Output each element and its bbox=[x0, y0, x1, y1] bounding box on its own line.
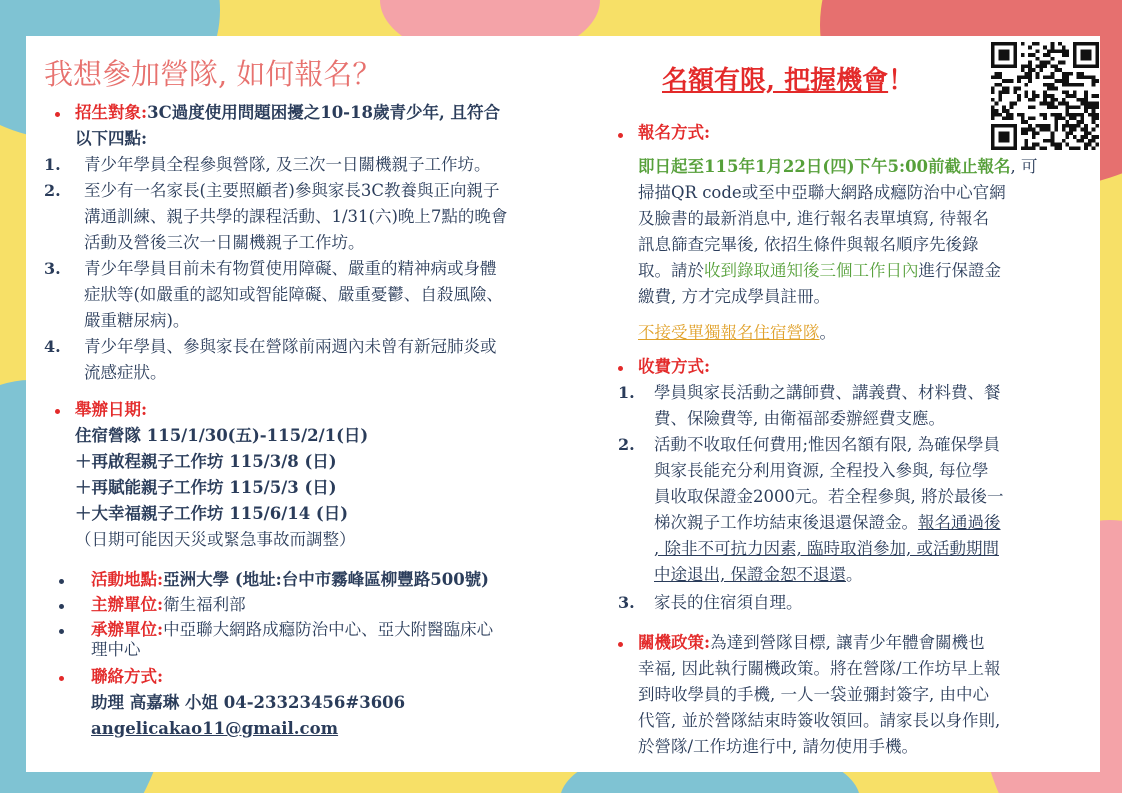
contact-label: 聯絡方式: bbox=[91, 667, 164, 686]
policy-line-2: 幸福, 因此執行關機政策。將在營隊/工作坊早上報 bbox=[638, 659, 1001, 678]
recruit-line-2: 以下四點: bbox=[75, 129, 148, 148]
contact-person: 助理 高嘉琳 小姐 04-23323456#3606 bbox=[91, 693, 406, 712]
policy-line-1: 關機政策:為達到營隊目標, 讓青少年體會關機也 bbox=[638, 633, 985, 652]
criteria-4-line-2: 流感症狀。 bbox=[84, 363, 167, 382]
fee-item-1-line-1: 學員與家長活動之講師費、講義費、材料費、餐 bbox=[654, 383, 1001, 402]
date-line-4: ＋大幸福親子工作坊 115/6/14 (日) bbox=[75, 504, 349, 523]
bullet bbox=[59, 604, 64, 609]
fee-item-number: 1. bbox=[618, 383, 635, 402]
contact-email-link[interactable]: angelicakao11@gmail.com bbox=[91, 719, 339, 738]
bullet bbox=[59, 629, 64, 634]
register-line-2: 掃描QR code或至中亞聯大網路成癮防治中心官網 bbox=[638, 183, 1006, 202]
fee-item-2-line-5: , 除非不可抗力因素, 臨時取消參加, 或活動期間 bbox=[654, 539, 999, 558]
register-label: 報名方式: bbox=[638, 123, 711, 142]
info-card bbox=[26, 36, 1100, 772]
bullet bbox=[618, 133, 623, 138]
host-line: 承辦單位:中亞聯大網路成癮防治中心、亞大附醫臨床心 bbox=[91, 620, 494, 639]
qr-code-icon[interactable] bbox=[990, 42, 1100, 150]
date-line-3: ＋再賦能親子工作坊 115/5/3 (日) bbox=[75, 478, 337, 497]
organizer-line: 主辦單位:衛生福利部 bbox=[91, 595, 246, 614]
criteria-3-line-1: 青少年學員目前未有物質使用障礙、嚴重的精神病或身體 bbox=[84, 259, 497, 278]
register-line-5: 取。請於收到錄取通知後三個工作日內進行保證金 bbox=[638, 261, 1001, 280]
criteria-2-line-2: 溝通訓練、親子共學的課程活動、1/31(六)晚上7點的晚會 bbox=[84, 207, 508, 226]
fees-label: 收費方式: bbox=[638, 357, 711, 376]
fee-item-1-line-2: 費、保險費等, 由衛福部委辦經費支應。 bbox=[654, 409, 945, 428]
bullet bbox=[618, 366, 623, 371]
criteria-2-line-3: 活動及營後三次一日關機親子工作坊。 bbox=[84, 233, 365, 252]
host-line-2: 理中心 bbox=[91, 640, 141, 659]
policy-line-3: 到時收學員的手機, 一人一袋並彌封簽字, 由中心 bbox=[638, 685, 989, 704]
criteria-number: 4. bbox=[44, 337, 61, 356]
register-line-4: 訊息篩查完畢後, 依招生條件與報名順序先後錄 bbox=[638, 235, 979, 254]
register-line-6: 繳費, 方才完成學員註冊。 bbox=[638, 287, 830, 306]
fee-item-number: 2. bbox=[618, 435, 635, 454]
criteria-3-line-2: 症狀等(如嚴重的認知或智能障礙、嚴重憂鬱、自殺風險、 bbox=[84, 285, 503, 304]
policy-line-4: 代管, 並於營隊結束時簽收領回。請家長以身作則, bbox=[638, 711, 1001, 730]
date-line-5: （日期可能因天災或緊急事故而調整） bbox=[75, 530, 356, 549]
fee-item-3: 家長的住宿須自理。 bbox=[654, 593, 803, 612]
limited-seats-heading: 名額有限, 把握機會！ bbox=[662, 66, 915, 96]
bullet bbox=[59, 676, 64, 681]
criteria-3-line-3: 嚴重糖尿病)。 bbox=[84, 311, 190, 330]
register-line-3: 及臉書的最新消息中, 進行報名表單填寫, 待報名 bbox=[638, 209, 989, 228]
date-line-2: ＋再啟程親子工作坊 115/3/8 (日) bbox=[75, 452, 337, 471]
bullet bbox=[618, 642, 623, 647]
policy-line-5: 於營隊/工作坊進行中, 請勿使用手機。 bbox=[638, 737, 919, 756]
fee-item-2-line-4: 梯次親子工作坊結束後退還保證金。報名通過後 bbox=[654, 513, 1001, 532]
fee-item-2-line-3: 員收取保證金2000元。若全程參與, 將於最後一 bbox=[654, 487, 1004, 506]
register-line-1: 即日起至115年1月22日(四)下午5:00前截止報名, 可 bbox=[638, 157, 1038, 176]
fee-item-2-line-6: 中途退出, 保證金恕不退還。 bbox=[654, 565, 863, 584]
bullet bbox=[59, 579, 64, 584]
fee-item-2-line-2: 與家長能充分利用資源, 全程投入參與, 每位學 bbox=[654, 461, 989, 480]
criteria-2-line-1: 至少有一名家長(主要照顧者)參與家長3C教養與正向親子 bbox=[84, 181, 500, 200]
dates-label: 舉辦日期: bbox=[75, 400, 148, 419]
criteria-1-line-1: 青少年學員全程參與營隊, 及三次一日關機親子工作坊。 bbox=[84, 155, 491, 174]
register-note: 不接受單獨報名住宿營隊。 bbox=[638, 323, 836, 342]
date-line-1: 住宿營隊 115/1/30(五)-115/2/1(日) bbox=[75, 426, 369, 445]
criteria-4-line-1: 青少年學員、參與家長在營隊前兩週內未曾有新冠肺炎或 bbox=[84, 337, 497, 356]
bullet bbox=[55, 409, 60, 414]
fee-item-number: 3. bbox=[618, 593, 635, 612]
fee-item-2-line-1: 活動不收取任何費用;惟因名額有限, 為確保學員 bbox=[654, 435, 1001, 454]
criteria-number: 1. bbox=[44, 155, 61, 174]
criteria-number: 3. bbox=[44, 259, 61, 278]
recruit-line-1: 招生對象:3C過度使用問題困擾之10-18歲青少年, 且符合 bbox=[75, 103, 500, 122]
venue-line: 活動地點:亞洲大學 (地址:台中市霧峰區柳豐路500號) bbox=[91, 570, 489, 589]
page-title: 我想參加營隊, 如何報名？ bbox=[44, 57, 382, 91]
bullet bbox=[55, 112, 60, 117]
criteria-number: 2. bbox=[44, 181, 61, 200]
